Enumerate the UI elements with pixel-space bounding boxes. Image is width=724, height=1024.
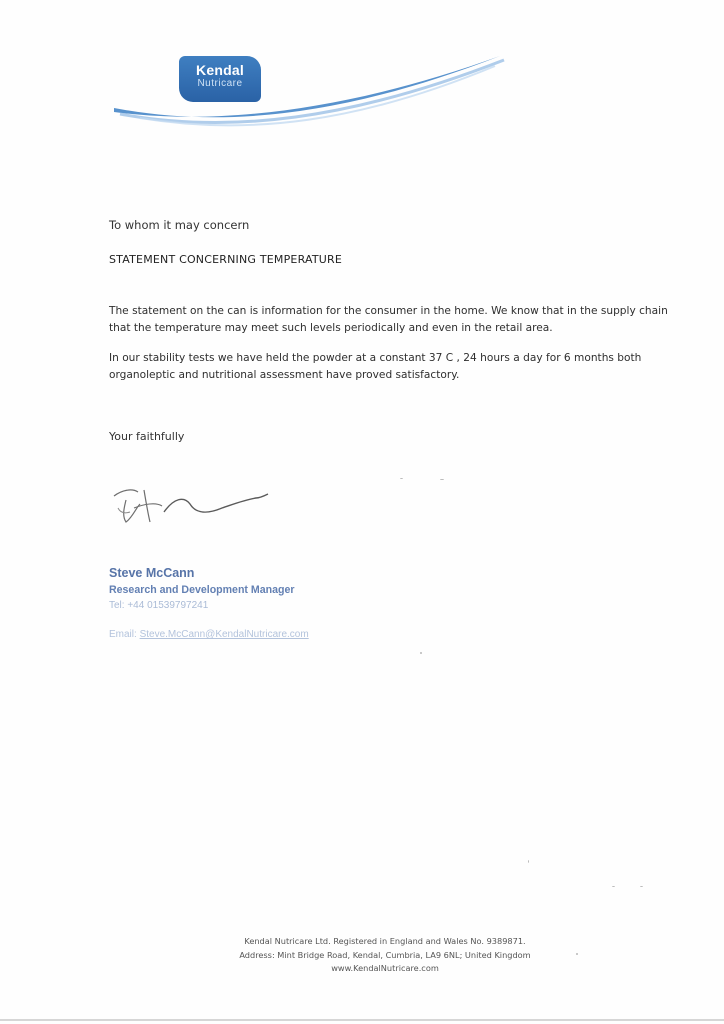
scan-speck [420, 652, 422, 654]
scan-speck [400, 478, 403, 479]
scan-speck [440, 479, 444, 480]
letter-subject: STATEMENT CONCERNING TEMPERATURE [109, 253, 343, 266]
handwritten-signature [104, 478, 274, 528]
body-paragraph-1: The statement on the can is information for the consumer in the home. We know that in the supply chain that the temperature may meet such levels periodically and even in the retail area. [109, 305, 668, 334]
logo-name: Kendal [196, 62, 244, 78]
signatory-title: Research and Development Manager [109, 584, 295, 596]
company-footer [0, 935, 724, 976]
letterhead-swoosh [100, 48, 510, 138]
scan-speck [640, 886, 643, 887]
closing: Your faithfully [109, 430, 185, 443]
email-label: Email: [109, 629, 137, 640]
footer-address: Address: Mint Bridge Road, Kendal, Cumbria, LA9 6NL; United Kingdom [239, 949, 531, 960]
salutation: To whom it may concern [109, 218, 250, 232]
logo-subtitle: Nutricare [197, 78, 243, 89]
page-edge [0, 1019, 724, 1021]
body-paragraph-2: In our stability tests we have held the powder at a constant 37 C , 24 hours a day for 6 months both organoleptic and nutritional assessment have proved satisfactory. [109, 352, 642, 381]
email-link[interactable]: Steve.McCann@KendalNutricare.com [139, 629, 309, 640]
scan-speck [612, 886, 615, 887]
scan-speck [576, 953, 578, 955]
company-logo [179, 56, 261, 102]
signatory-email-line [109, 629, 309, 640]
footer-registration: Kendal Nutricare Ltd. Registered in England and Wales No. 9389871. [244, 936, 526, 946]
signatory-name: Steve McCann [109, 566, 195, 580]
signatory-phone: Tel: +44 01539797241 [109, 600, 209, 611]
footer-website[interactable]: www.KendalNutricare.com [331, 963, 439, 973]
scan-speck [528, 860, 529, 863]
